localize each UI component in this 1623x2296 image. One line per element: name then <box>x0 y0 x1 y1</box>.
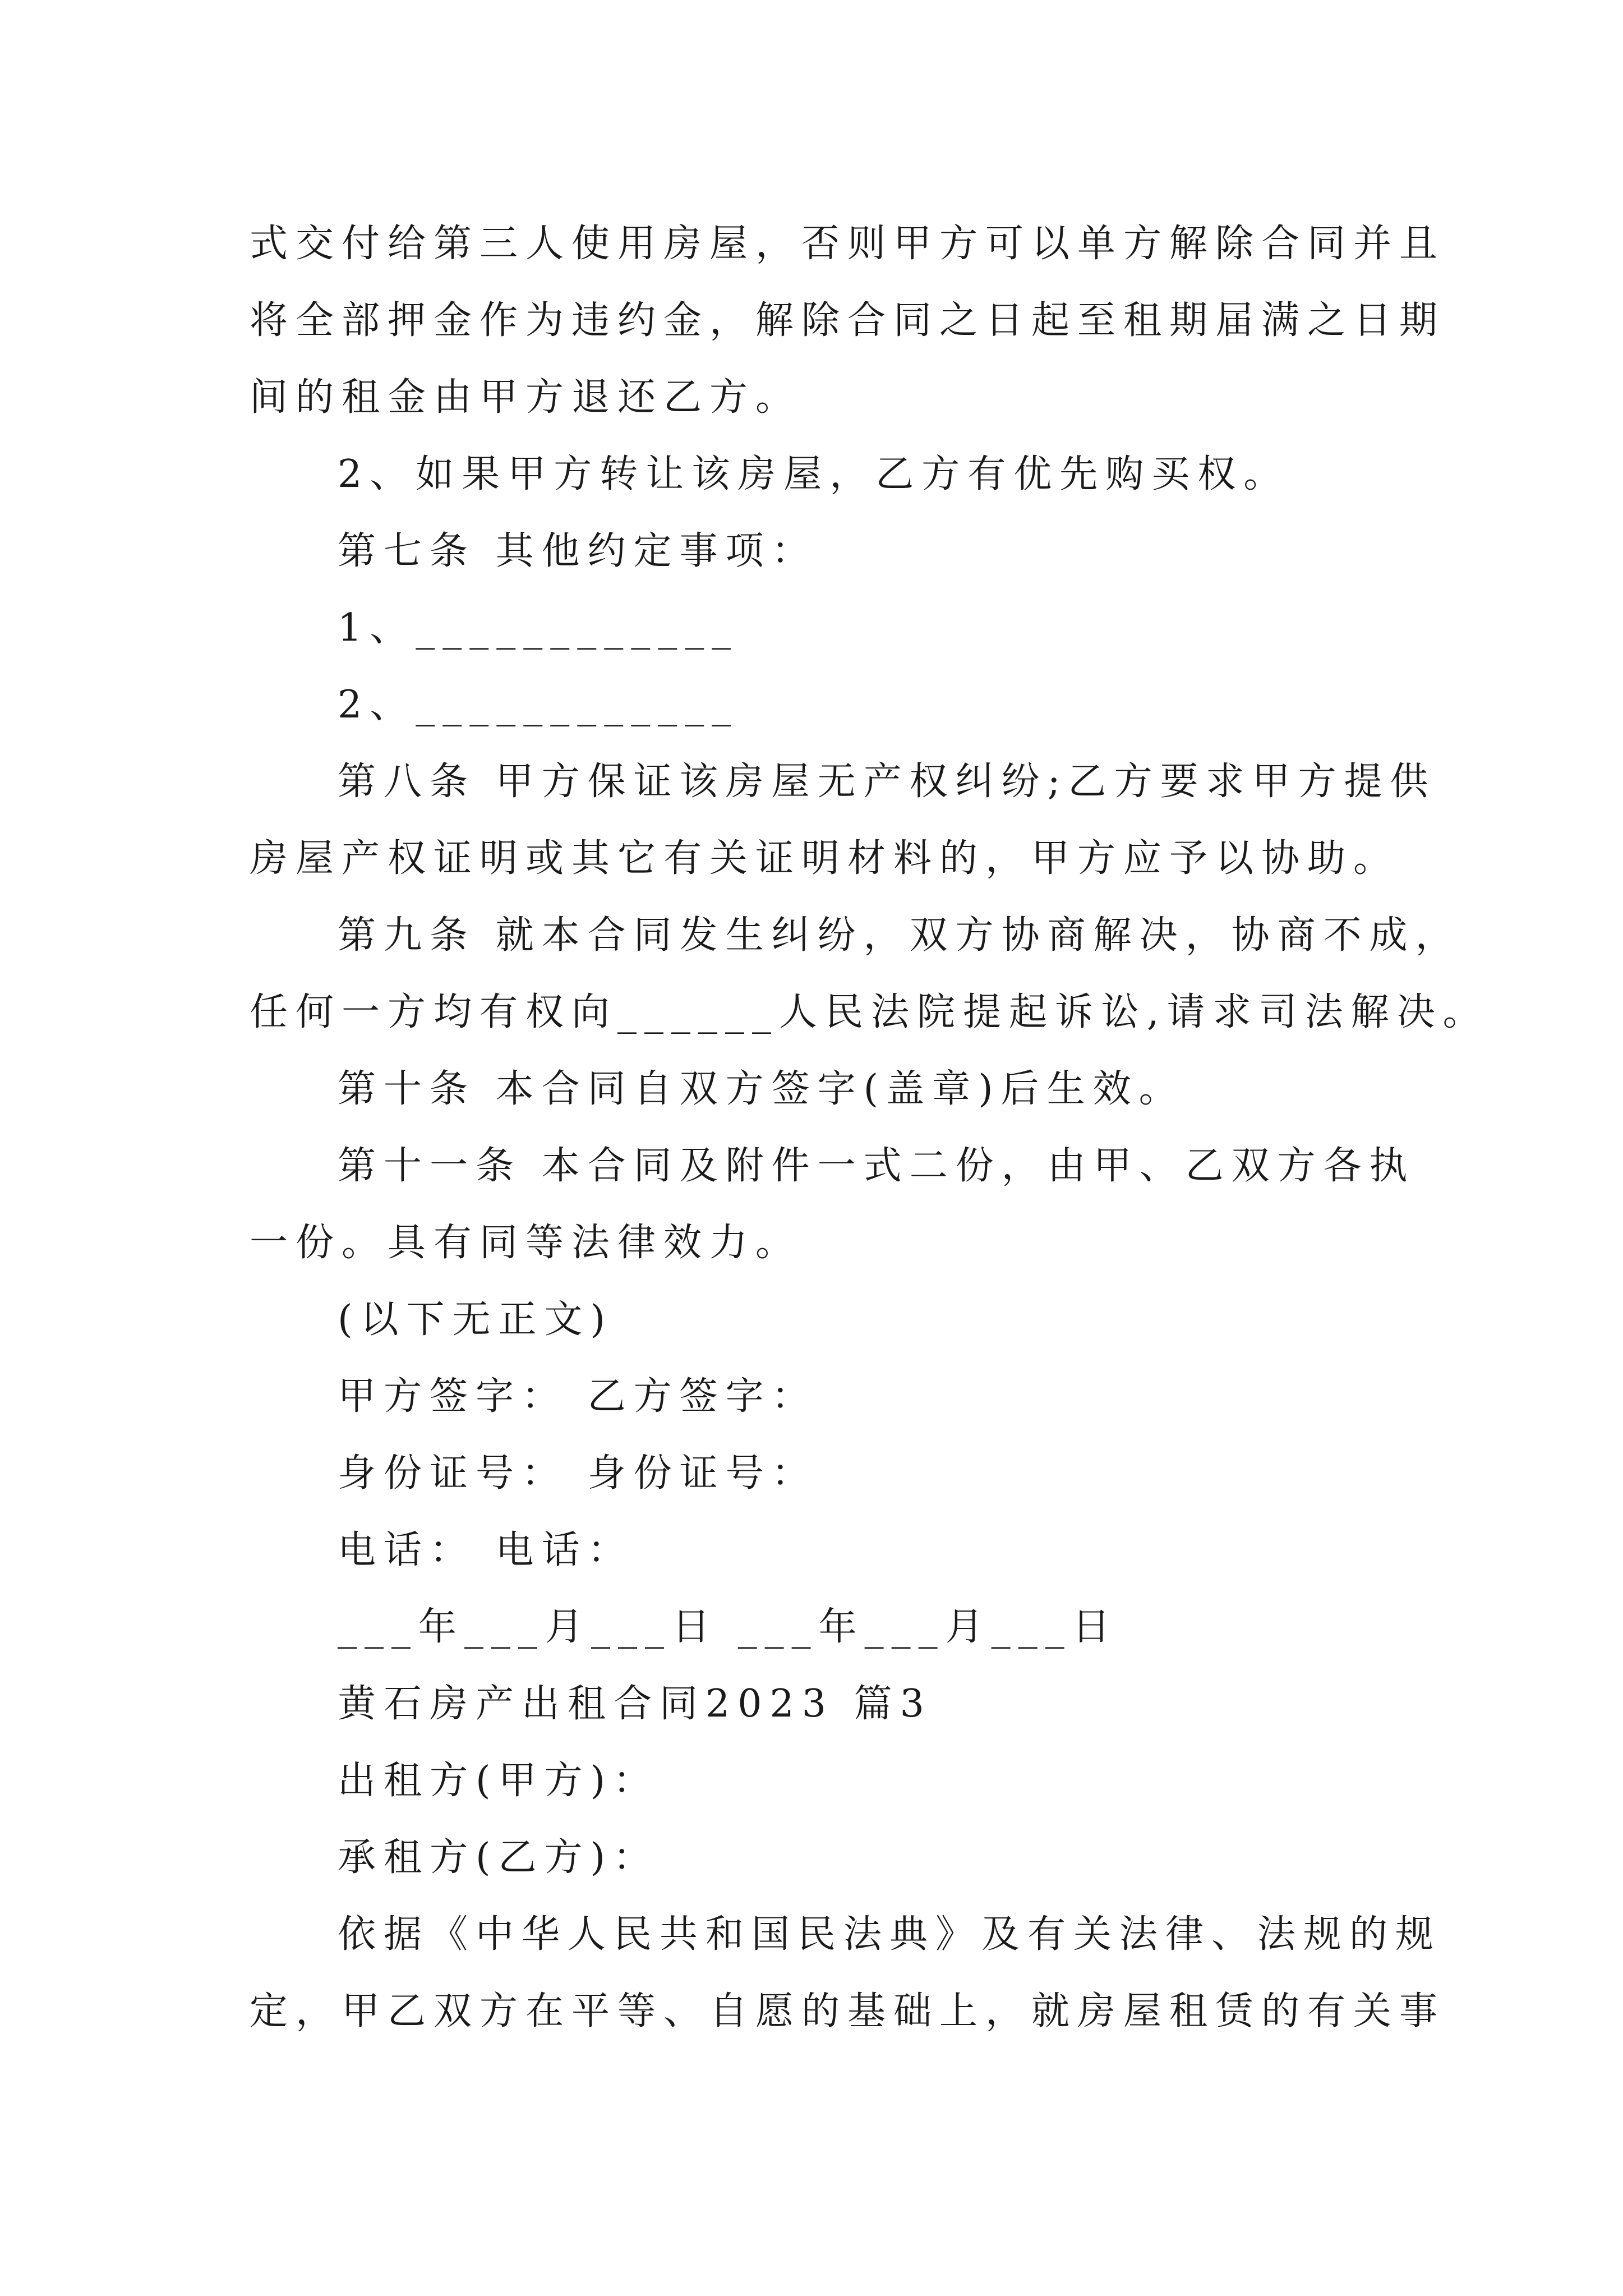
paragraph-line: 一份。具有同等法律效力。 <box>250 1221 802 1265</box>
section-title: 黄石房产出租合同2023 篇3 <box>338 1682 932 1726</box>
date-line: ___年___月___日 ___年___月___日 <box>338 1605 1118 1649</box>
no-text-note: (以下无正文) <box>338 1297 614 1342</box>
lessee-line: 承租方(乙方)： <box>338 1835 660 1880</box>
paragraph-line: 将全部押金作为违约金，解除合同之日起至租期届满之日期 <box>250 298 1446 343</box>
id-number-line: 身份证号： 身份证号： <box>338 1451 818 1496</box>
paragraph-line: 任何一方均有权向______人民法院提起诉讼,请求司法解决。 <box>250 990 1489 1034</box>
paragraph-line: 2、如果甲方转让该房屋，乙方有优先购买权。 <box>338 452 1290 496</box>
paragraph-line: 第九条 就本合同发生纠纷，双方协商解决，协商不成， <box>338 913 1461 958</box>
signature-line: 甲方签字： 乙方签字： <box>338 1374 818 1419</box>
paragraph-line: 间的租金由甲方退还乙方。 <box>250 375 802 420</box>
blank-item: 1、____________ <box>338 606 739 650</box>
paragraph-line: 第十条 本合同自双方签字(盖章)后生效。 <box>338 1067 1185 1111</box>
phone-line: 电话： 电话： <box>338 1528 634 1572</box>
blank-item: 2、____________ <box>338 683 739 727</box>
paragraph-line: 第十一条 本合同及附件一式二份，由甲、乙双方各执 <box>338 1144 1415 1188</box>
paragraph-line: 第八条 甲方保证该房屋无产权纠纷;乙方要求甲方提供 <box>338 760 1436 804</box>
paragraph-line: 房屋产权证明或其它有关证明材料的，甲方应予以协助。 <box>250 836 1400 881</box>
paragraph-line: 依据《中华人民共和国民法典》及有关法律、法规的规 <box>338 1912 1442 1957</box>
paragraph-line: 定，甲乙双方在平等、自愿的基础上，就房屋租赁的有关事 <box>250 1989 1446 2033</box>
paragraph-line: 式交付给第三人使用房屋，否则甲方可以单方解除合同并且 <box>250 222 1446 266</box>
lessor-line: 出租方(甲方)： <box>338 1759 660 1803</box>
article-heading: 第七条 其他约定事项： <box>338 529 818 573</box>
